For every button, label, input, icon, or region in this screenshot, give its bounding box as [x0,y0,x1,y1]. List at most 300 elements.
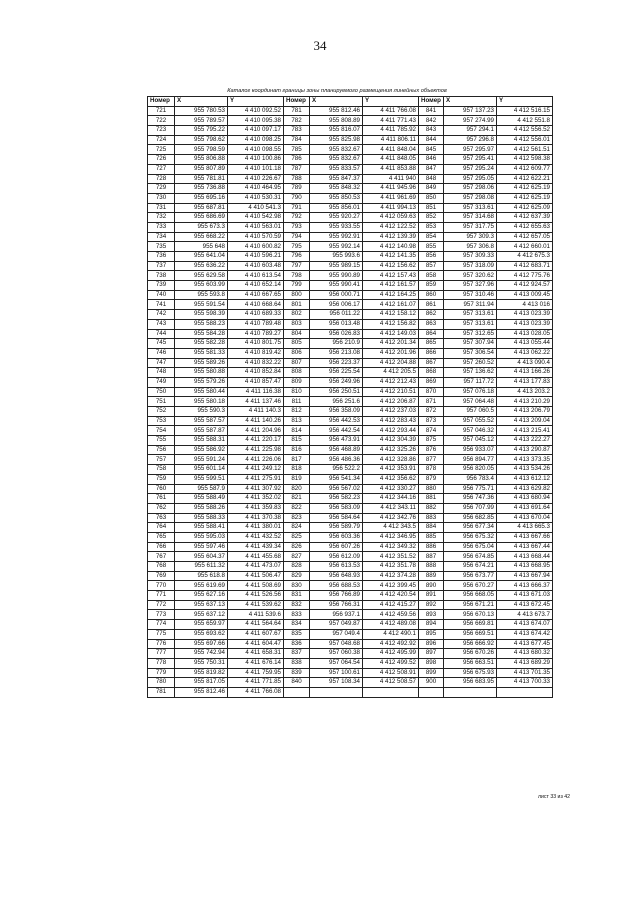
cell-x: 957 309.33 [444,252,497,262]
cell-y: 4 411 249.12 [228,465,284,475]
cell-x: 956 671.21 [444,600,497,610]
cell-number: 736 [148,252,175,262]
cell-number: 809 [284,377,310,387]
cell-number: 759 [148,474,175,484]
cell-x: 956 766.31 [310,600,363,610]
cell-x: 957 064.54 [310,658,363,668]
cell-number: 769 [148,571,175,581]
table-row [148,552,553,562]
header-number-3: Номер [419,97,444,107]
cell-number: 849 [419,184,444,194]
cell-number: 803 [284,319,310,329]
cell-x: 955 604.37 [175,552,228,562]
cell-x: 956 937.1 [310,610,363,620]
cell-x: 955 590.3 [175,407,228,417]
cell-y: 4 412 561.51 [497,145,553,155]
cell-x: 955 695.16 [175,193,228,203]
header-number-1: Номер [148,97,175,107]
cell-y: 4 411 506.47 [228,571,284,581]
cell-x: 956 673.77 [444,571,497,581]
cell-x: 957 055.52 [444,416,497,426]
cell-x: 955 781.81 [175,174,228,184]
cell-x: 956 677.34 [444,523,497,533]
cell-number: 856 [419,252,444,262]
cell-y: 4 413 016 [497,300,553,310]
cell-y: 4 412 625.09 [497,203,553,213]
cell-y: 4 411 766.08 [228,687,284,697]
cell-y: 4 412 330.27 [363,484,419,494]
cell-x: 956 567.02 [310,484,363,494]
header-x-3: X [444,97,497,107]
cell-x: 956 249.96 [310,377,363,387]
cell-number: 817 [284,455,310,465]
cell-x: 955 584.28 [175,329,228,339]
cell-number: 738 [148,271,175,281]
cell-x: 956 358.09 [310,407,363,417]
cell-number: 776 [148,639,175,649]
table-row [148,523,553,533]
cell-number: 767 [148,552,175,562]
cell-number: 757 [148,455,175,465]
table-row [148,377,553,387]
cell-x: 956 584.64 [310,513,363,523]
cell-y: 4 413 670.04 [497,513,553,523]
cell-y: 4 412 156.62 [363,261,419,271]
cell-number: 814 [284,426,310,436]
cell-y: 4 413 629.82 [497,484,553,494]
cell-y: 4 411 439.34 [228,542,284,552]
cell-y: 4 411 848.05 [363,155,419,165]
cell-x: 955 992.14 [310,242,363,252]
cell-x: 955 673.3 [175,222,228,232]
cell-y: 4 413 203.2 [497,387,553,397]
cell-x: 957 295.97 [444,145,497,155]
cell-number: 779 [148,668,175,678]
cell-y: 4 412 139.39 [363,232,419,242]
cell-number: 830 [284,581,310,591]
cell-number: 765 [148,532,175,542]
cell-y: 4 410 098.25 [228,135,284,145]
cell-y: 4 413 668.95 [497,562,553,572]
cell-x: 956 026.83 [310,329,363,339]
cell-x: 955 636.22 [175,261,228,271]
cell-x: 955 587.87 [175,426,228,436]
cell-y: 4 413 055.44 [497,339,553,349]
table-row [148,213,553,223]
table-row [148,532,553,542]
cell-x: 955 588.41 [175,523,228,533]
table-row [148,455,553,465]
cell-x: 955 593.8 [175,290,228,300]
cell-x: 955 627.16 [175,591,228,601]
table-row [148,329,553,339]
cell-y: 4 411 359.83 [228,503,284,513]
cell-x: 955 833.57 [310,164,363,174]
cell-y: 4 412 343.11 [363,503,419,513]
table-row [148,193,553,203]
cell-number: 813 [284,416,310,426]
cell-y: 4 412 353.91 [363,465,419,475]
cell-number: 861 [419,300,444,310]
cell-y: 4 410 092.52 [228,106,284,116]
cell-number: 780 [148,678,175,688]
cell-number: 796 [284,252,310,262]
cell-number: 858 [419,271,444,281]
cell-x: 956 468.89 [310,445,363,455]
cell-number: 893 [419,610,444,620]
cell-number: 836 [284,639,310,649]
cell-y: 4 410 689.33 [228,310,284,320]
cell-number: 798 [284,271,310,281]
cell-y: 4 411 759.95 [228,668,284,678]
cell-x: 957 313.61 [444,319,497,329]
cell-y: 4 410 530.31 [228,193,284,203]
cell-number: 860 [419,290,444,300]
cell-x: 957 295.24 [444,164,497,174]
cell-y: 4 413 677.45 [497,639,553,649]
cell-number: 752 [148,407,175,417]
cell-x: 957 045.12 [444,436,497,446]
cell-y: 4 413 206.79 [497,407,553,417]
cell-number: 833 [284,610,310,620]
cell-number: 888 [419,562,444,572]
cell-y: 4 413 209.04 [497,416,553,426]
cell-x: 956 747.36 [444,494,497,504]
cell-x: 955 687.81 [175,203,228,213]
cell-number: 794 [284,232,310,242]
cell-y: 4 410 852.84 [228,368,284,378]
cell-number: 829 [284,571,310,581]
cell-y: 4 412 508.91 [363,668,419,678]
cell-number: 867 [419,358,444,368]
cell-number: 802 [284,310,310,320]
cell-number: 764 [148,523,175,533]
cell-y: 4 411 473.07 [228,562,284,572]
cell-y: 4 412 625.19 [497,193,553,203]
cell-y: 4 412 212.43 [363,377,419,387]
cell-y: 4 412 508.57 [363,678,419,688]
header-y-1: Y [228,97,284,107]
cell-x: 955 798.59 [175,145,228,155]
cell-number: 768 [148,562,175,572]
table-row [148,339,553,349]
cell-y: 4 411 140.26 [228,416,284,426]
cell-y: 4 412 556.01 [497,135,553,145]
cell-x: 956 213.08 [310,348,363,358]
cell-x: 955 611.32 [175,562,228,572]
cell-y: 4 412 609.77 [497,164,553,174]
cell-number: 816 [284,445,310,455]
table-row [148,416,553,426]
cell-y: 4 410 652.14 [228,281,284,291]
cell-number: 751 [148,397,175,407]
cell-x [310,687,363,697]
cell-x: 955 832.67 [310,155,363,165]
cell-x: 957 312.65 [444,329,497,339]
cell-number: 770 [148,581,175,591]
cell-x: 955 659.97 [175,620,228,630]
cell-number: 889 [419,571,444,581]
cell-x: 956 442.53 [310,416,363,426]
table-row [148,503,553,513]
table-row [148,474,553,484]
cell-x: 955 816.07 [310,126,363,136]
table-row [148,571,553,581]
cell-x: 955 832.67 [310,145,363,155]
cell-y: 4 413 700.33 [497,678,553,688]
cell-number: 853 [419,222,444,232]
cell-x: 955 595.03 [175,532,228,542]
table-row [148,126,553,136]
cell-x: 956 670.26 [444,649,497,659]
cell-number: 842 [419,116,444,126]
cell-y: 4 411 526.56 [228,591,284,601]
cell-x: 956 473.91 [310,436,363,446]
cell-x: 957 294.1 [444,126,497,136]
cell-y [497,687,553,697]
cell-number: 870 [419,387,444,397]
header-x-1: X [175,97,228,107]
cell-x: 955 629.58 [175,271,228,281]
cell-x: 956 669.51 [444,629,497,639]
table-row [148,649,553,659]
cell-x: 957 318.09 [444,261,497,271]
cell-y: 4 413 666.37 [497,581,553,591]
table-row [148,135,553,145]
cell-x: 955 599.51 [175,474,228,484]
table-row [148,164,553,174]
cell-y: 4 412 349.32 [363,542,419,552]
cell-x: 955 807.89 [175,164,228,174]
cell-y: 4 412 499.52 [363,658,419,668]
cell-number: 823 [284,513,310,523]
cell-x: 956 250.51 [310,387,363,397]
cell-number: 749 [148,377,175,387]
cell-x: 955 586.92 [175,445,228,455]
cell-x: 956 603.36 [310,532,363,542]
cell-y: 4 411 370.38 [228,513,284,523]
table-caption: Каталог координат границы зоны планируемого размещения линейных объектов [227,88,447,94]
cell-y: 4 413 290.87 [497,445,553,455]
cell-y: 4 411 848.04 [363,145,419,155]
cell-number: 792 [284,213,310,223]
cell-y: 4 412 637.39 [497,213,553,223]
cell-x: 956 766.89 [310,591,363,601]
cell-x: 956 688.53 [310,581,363,591]
cell-y: 4 412 161.07 [363,300,419,310]
cell-x: 955 591.24 [175,455,228,465]
cell-x: 957 314.68 [444,213,497,223]
table-row [148,668,553,678]
table-row [148,407,553,417]
cell-x: 956 783.4 [444,474,497,484]
cell-number: 892 [419,600,444,610]
cell-y: 4 410 603.48 [228,261,284,271]
table-row [148,591,553,601]
cell-y: 4 410 857.47 [228,377,284,387]
cell-number: 793 [284,222,310,232]
cell-number: 773 [148,610,175,620]
cell-number: 880 [419,484,444,494]
cell-y: 4 412 683.71 [497,261,553,271]
table-row [148,174,553,184]
cell-x: 957 313.61 [444,203,497,213]
table-row [148,106,553,116]
cell-number: 862 [419,310,444,320]
cell-x: 956 933.07 [444,445,497,455]
cell-number: 820 [284,484,310,494]
cell-number: 724 [148,135,175,145]
cell-number: 874 [419,426,444,436]
cell-x: 955 641.04 [175,252,228,262]
cell-number: 739 [148,281,175,291]
cell-y: 4 413 701.35 [497,668,553,678]
cell-y: 4 412 344.16 [363,494,419,504]
cell-number: 899 [419,668,444,678]
cell-y: 4 412 660.01 [497,242,553,252]
cell-x: 956 669.81 [444,620,497,630]
cell-number: 855 [419,242,444,252]
cell-number: 801 [284,300,310,310]
cell-y: 4 410 789.48 [228,319,284,329]
cell-x: 956 612.09 [310,552,363,562]
cell-x: 956 011.22 [310,310,363,320]
cell-x: 957 296.8 [444,135,497,145]
table-row [148,222,553,232]
table-row [148,581,553,591]
cell-number: 778 [148,658,175,668]
cell-y: 4 411 806.11 [363,135,419,145]
cell-y: 4 411 455.68 [228,552,284,562]
cell-x: 957 313.61 [444,310,497,320]
cell-x: 957 310.46 [444,290,497,300]
table-row [148,426,553,436]
cell-y: 4 413 671.03 [497,591,553,601]
cell-number: 825 [284,532,310,542]
cell-y: 4 411 432.52 [228,532,284,542]
cell-number: 857 [419,261,444,271]
cell-x: 955 989.15 [310,261,363,271]
cell-y: 4 412 141.35 [363,252,419,262]
cell-y: 4 410 541.3 [228,203,284,213]
cell-x: 956 486.36 [310,455,363,465]
table-row [148,319,553,329]
cell-x: 955 587.57 [175,416,228,426]
cell-number: 748 [148,368,175,378]
cell-x: 957 309.3 [444,232,497,242]
cell-y: 4 410 667.65 [228,290,284,300]
cell-x: 955 848.32 [310,184,363,194]
cell-x: 957 064.48 [444,397,497,407]
cell-number: 766 [148,542,175,552]
cell-y: 4 413 672.45 [497,600,553,610]
cell-number: 897 [419,649,444,659]
cell-y: 4 411 658.31 [228,649,284,659]
cell-x: 956 613.53 [310,562,363,572]
cell-x: 957 298.06 [444,184,497,194]
cell-number: 828 [284,562,310,572]
cell-x: 955 648 [175,242,228,252]
cell-number: 863 [419,319,444,329]
cell-x: 955 856.01 [310,203,363,213]
cell-number: 890 [419,581,444,591]
cell-number: 774 [148,620,175,630]
cell-number: 721 [148,106,175,116]
cell-y: 4 412 351.52 [363,552,419,562]
cell-x: 957 327.96 [444,281,497,291]
table-row [148,387,553,397]
cell-x: 955 588.23 [175,319,228,329]
cell-x: 955 736.88 [175,184,228,194]
cell-number: 871 [419,397,444,407]
cell-y: 4 412 346.95 [363,532,419,542]
cell-y: 4 411 352.02 [228,494,284,504]
cell-x: 956 674.21 [444,562,497,572]
cell-number: 807 [284,358,310,368]
header-number-2: Номер [284,97,310,107]
cell-x: 956 674.85 [444,552,497,562]
cell-number: 733 [148,222,175,232]
cell-x: 955 819.82 [175,668,228,678]
cell-number: 805 [284,339,310,349]
table-row [148,252,553,262]
cell-x: 957 060.5 [444,407,497,417]
cell-x: 957 049.87 [310,620,363,630]
cell-x: 955 847.37 [310,174,363,184]
cell-number: 775 [148,629,175,639]
cell-y: 4 410 563.01 [228,222,284,232]
cell-x: 955 795.22 [175,126,228,136]
cell-number: 878 [419,465,444,475]
cell-x: 955 808.89 [310,116,363,126]
cell-y: 4 410 819.42 [228,348,284,358]
cell-y: 4 410 542.98 [228,213,284,223]
cell-number: 882 [419,503,444,513]
cell-number: 838 [284,658,310,668]
cell-x: 957 049.4 [310,629,363,639]
cell-number: 811 [284,397,310,407]
cell-x: 955 993.6 [310,252,363,262]
cell-number: 755 [148,436,175,446]
cell-x: 955 693.62 [175,629,228,639]
table-row [148,610,553,620]
cell-number: 741 [148,300,175,310]
cell-y: 4 413 665.3 [497,523,553,533]
cell-number: 728 [148,174,175,184]
cell-number: 841 [419,106,444,116]
cell-number: 783 [284,126,310,136]
cell-x: 956 522.2 [310,465,363,475]
cell-number: 735 [148,242,175,252]
cell-number: 879 [419,474,444,484]
cell-number [284,687,310,697]
cell-number: 846 [419,155,444,165]
cell-y: 4 413 667.66 [497,532,553,542]
cell-x: 957 295.41 [444,155,497,165]
cell-number: 837 [284,649,310,659]
cell-y: 4 412 149.03 [363,329,419,339]
cell-y: 4 410 097.17 [228,126,284,136]
cell-x: 955 588.33 [175,513,228,523]
cell-y: 4 410 801.75 [228,339,284,349]
cell-x: 956 670.27 [444,581,497,591]
cell-number: 834 [284,620,310,630]
cell-y: 4 410 789.27 [228,329,284,339]
cell-number: 864 [419,329,444,339]
cell-number: 772 [148,600,175,610]
cell-x: 955 601.14 [175,465,228,475]
cell-x: 956 006.17 [310,300,363,310]
